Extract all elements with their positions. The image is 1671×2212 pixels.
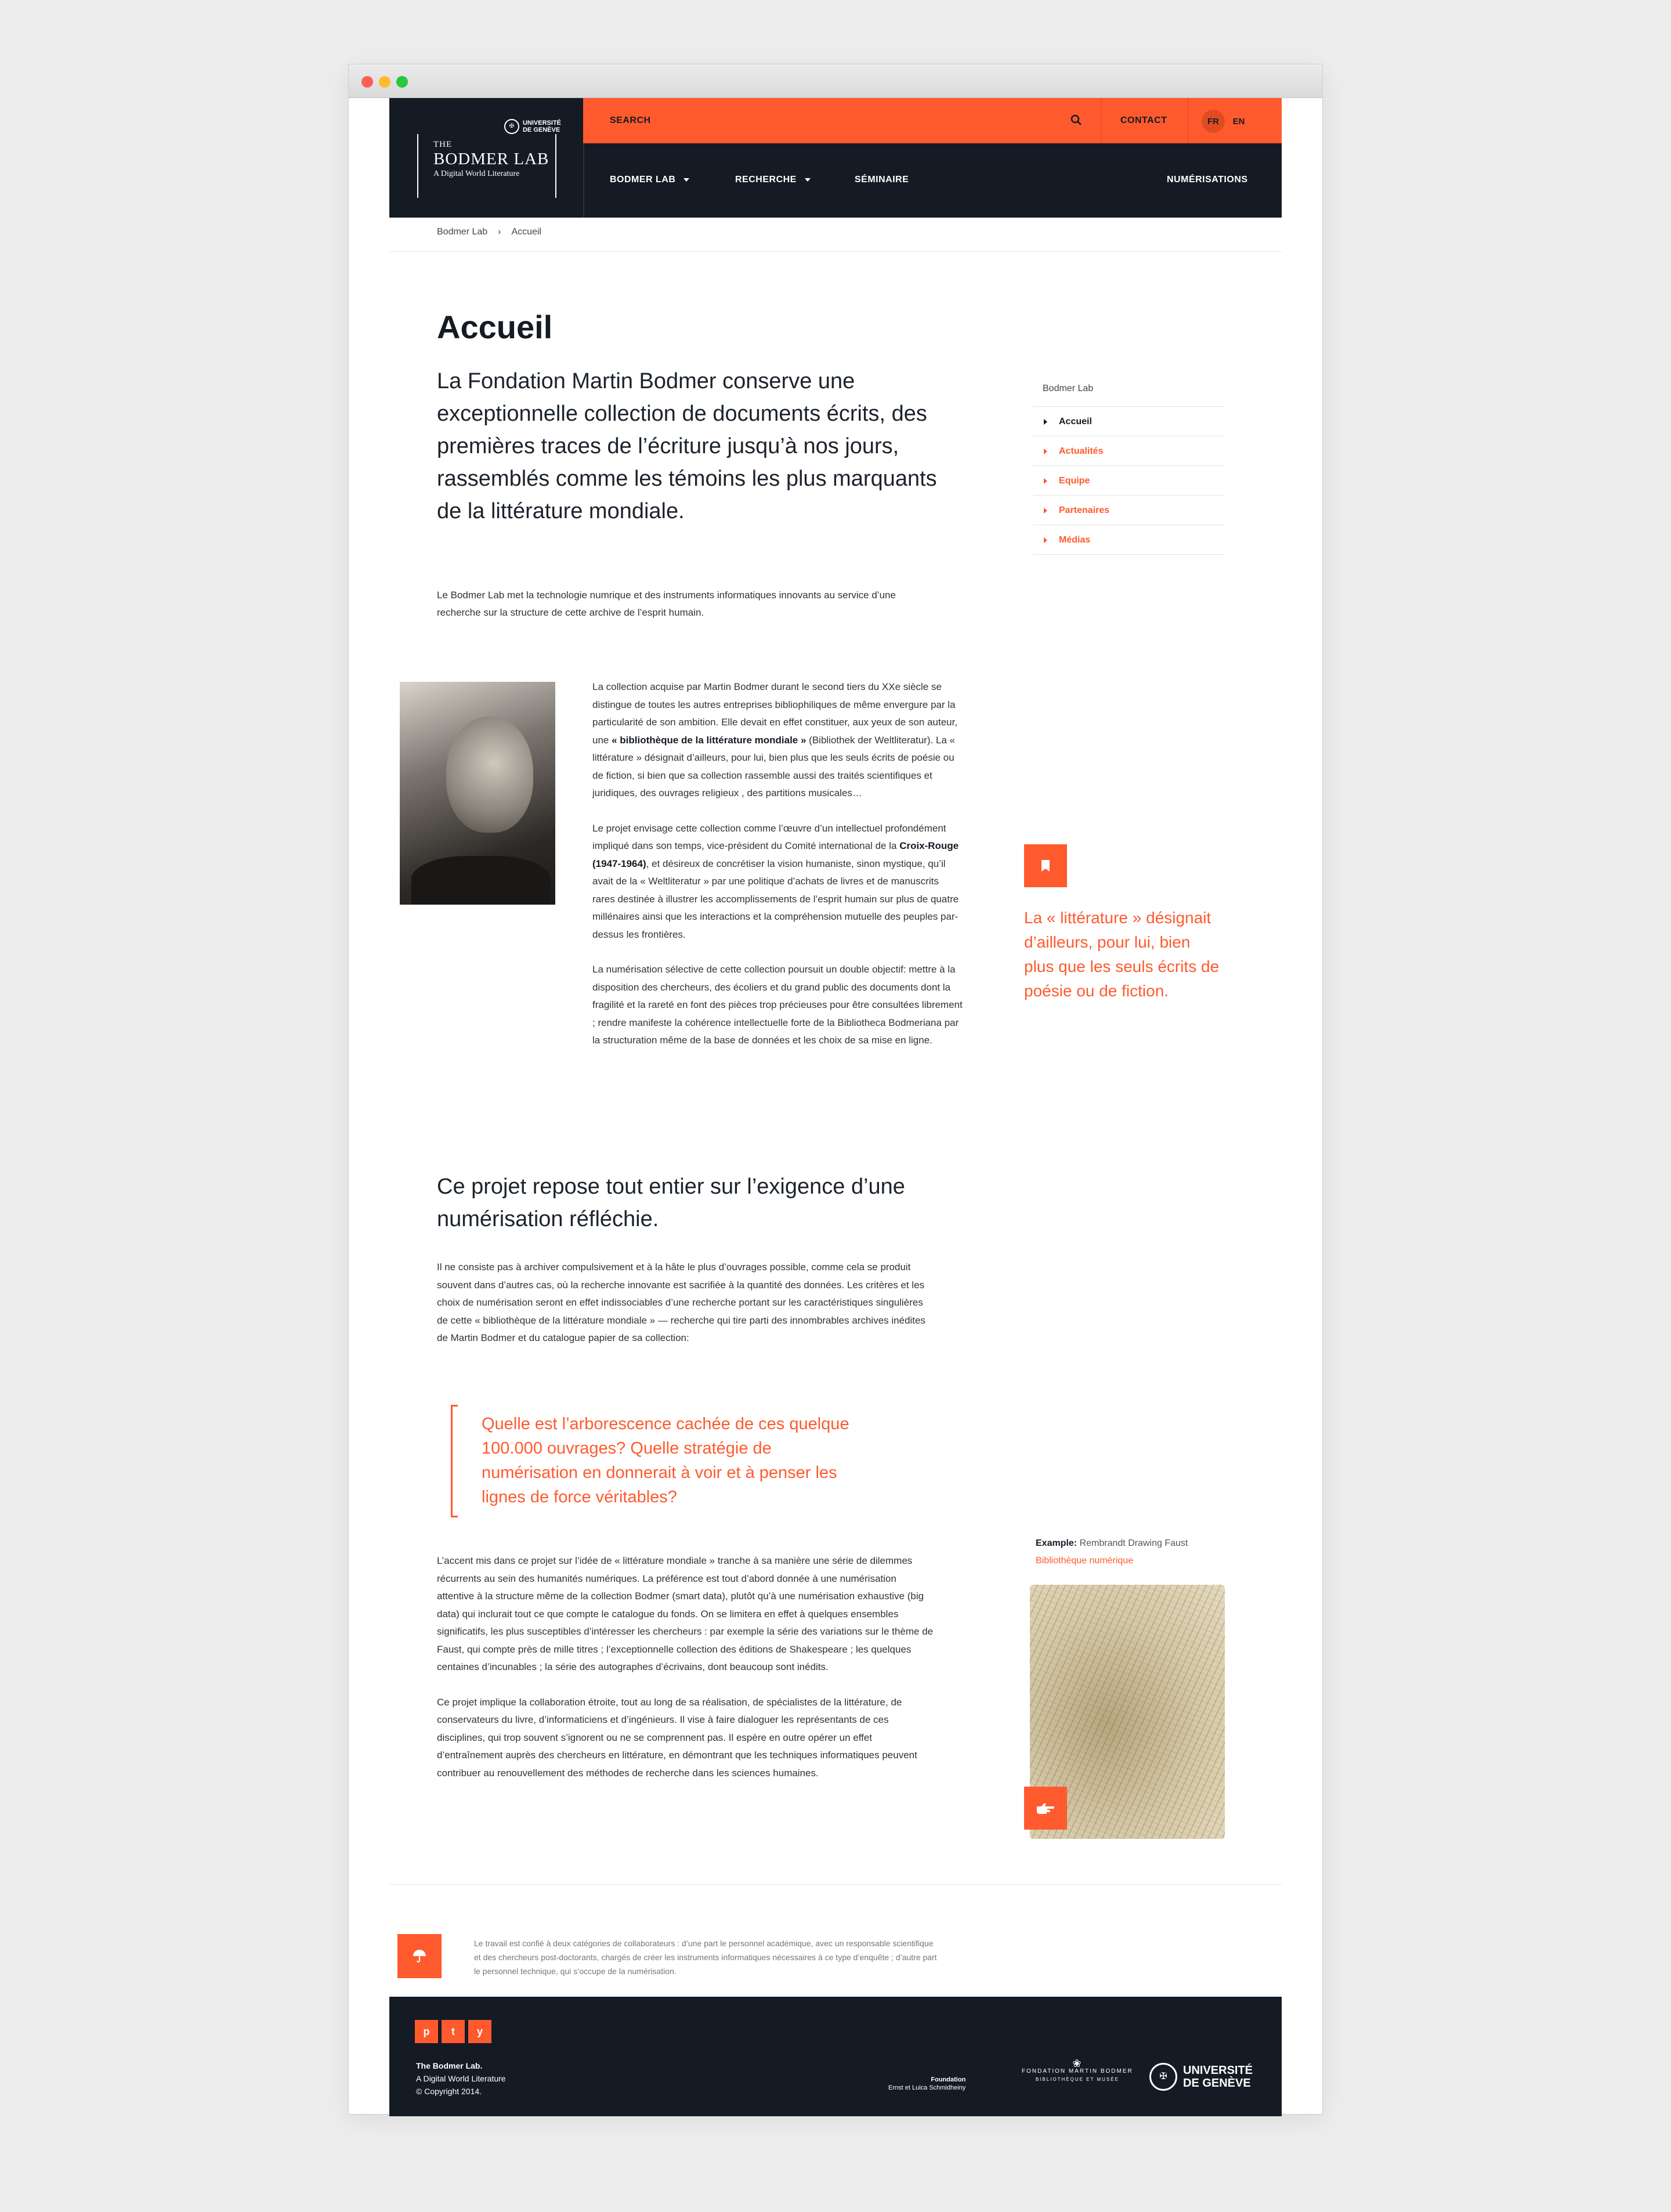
twitter-icon[interactable]: y — [468, 2020, 491, 2043]
minimize-window-button[interactable] — [379, 76, 390, 88]
body-paragraph-2 — [592, 820, 964, 944]
body-p2-text: Le projet envisage cette collection comme l’œuvre d’un intellectuel profondément impliqué dans son temps, vice-président du Comité international de la — [592, 822, 946, 851]
close-window-button[interactable] — [361, 76, 373, 88]
brand-name: BODMER LAB — [433, 150, 549, 168]
closing-paragraph-1: L’accent mis dans ce projet sur l’idée de « littérature mondiale » tranche à sa manière une série de dilemmes récurrents au sein des humanités numériques. La préférence est tout d’abord donnée à une numérisation attentive à la structure même de la collection Bodmer (smart data), plutôt qu’à une numérisation exhaustive (big data) qui inclurait tout ce que compte le catalogue du fonds. On se limitera en effet à quelques ensembles significatifs, les plus susceptibles d’intéresser les chercheurs : par exemple la série des variations sur le thème de Faust, qui compte près de mille titres ; l’exceptionnelle collection des éditions de Shakespeare ; les quelques centaines d’incunables ; la série des autographes d’écrivains, dont beaucoup sont inédits. — [437, 1555, 934, 1672]
sidebar-title: Bodmer Lab — [1033, 379, 1225, 407]
footer-subtitle: A Digital World Literature — [416, 2074, 506, 2083]
breadcrumb-home[interactable]: Bodmer Lab — [437, 227, 488, 237]
browser-window — [348, 64, 1323, 2115]
search-icon[interactable] — [1069, 113, 1083, 127]
body-p2-emphasis: Croix-Rouge (1947-1964) — [592, 840, 959, 869]
footer-credits — [416, 2059, 506, 2098]
partner-bodmer-line2: BIBLIOTHÈQUE ET MUSÉE — [1035, 2077, 1119, 2082]
martin-bodmer-portrait — [400, 682, 555, 905]
umbrella-icon[interactable] — [397, 1934, 442, 1978]
partner-bodmer-logo[interactable] — [1022, 2059, 1133, 2084]
bookmark-glyph — [1040, 859, 1051, 873]
sidebar-item-equipe[interactable]: Equipe — [1033, 466, 1225, 496]
sidebar-nav — [1033, 379, 1225, 555]
lang-fr-button[interactable]: FR — [1202, 110, 1225, 133]
brand-subtitle: A Digital World Literature — [433, 169, 520, 178]
pointing-hand-icon[interactable] — [1024, 1787, 1067, 1830]
blockquote — [451, 1405, 857, 1517]
page-title: Accueil — [437, 309, 553, 345]
body-p2-text-end: , et désireux de concrétiser la vision humaniste, sinon mystique, qu’il avait de la « Weltliteratur » par une politique d’achats de livres et de manuscrits rares destinée à illustrer les accomplissements de l’esprit humain sur plus de quatre millénaires ainsi que les interactions et la compréhension mutuelle des peuples par- dessus les frontières. — [592, 858, 959, 940]
footer-copyright: © Copyright 2014. — [416, 2087, 482, 2096]
search-input[interactable]: SEARCH — [610, 115, 651, 125]
bodmer-emblem-icon: ❀ — [1072, 2058, 1083, 2069]
partner-bodmer-line1: FONDATION MARTIN BODMER — [1022, 2068, 1133, 2074]
divider — [389, 1884, 1282, 1885]
logo-area[interactable] — [389, 98, 583, 218]
chevron-down-icon — [683, 178, 689, 182]
maximize-window-button[interactable] — [396, 76, 408, 88]
nav-bodmer-lab-label: BODMER LAB — [610, 175, 676, 185]
nav-bodmer-lab[interactable] — [610, 175, 689, 185]
partner-unige-logo[interactable] — [1149, 2063, 1253, 2091]
lead-paragraph: La Fondation Martin Bodmer conserve une exceptionnelle collection de documents écrits, des premières traces de l’écriture jusqu’à nos jours, rassemblés comme les témoins les plus marquants de la littérature mondiale. — [437, 369, 937, 523]
social-links — [415, 2020, 491, 2043]
brand-logo[interactable] — [417, 134, 556, 198]
umbrella-glyph — [412, 1949, 427, 1964]
contact-link[interactable]: CONTACT — [1120, 115, 1167, 125]
section-paragraph: Il ne consiste pas à archiver compulsivement et à la hâte le plus d’ouvrages possible, comme cela se produit souvent dans d’autres cas, où la recherche innovante est sacrifiée à la quantité des données. Les critères et les choix de numérisation seront en effet indissociables d’une recherche portant sur les caractéristiques singulières de cette « bibliothèque de la littérature mondiale » — recherche qui tire parti des innombrables archives inédites de Martin Bodmer et du catalogue papier de sa collection: — [437, 1262, 925, 1343]
nav-seminaire[interactable]: SÉMINAIRE — [855, 175, 909, 185]
breadcrumb — [437, 227, 541, 237]
nav-numerisations[interactable]: NUMÉRISATIONS — [1167, 175, 1248, 185]
sidebar-item-partenaires[interactable]: Partenaires — [1033, 496, 1225, 525]
sidebar-item-actualites[interactable]: Actualités — [1033, 436, 1225, 466]
top-bar — [583, 98, 1282, 143]
body-p1-emphasis: « bibliothèque de la littérature mondiale » — [612, 734, 806, 746]
sidebar-item-medias[interactable]: Médias — [1033, 525, 1225, 555]
site-footer — [389, 1997, 1282, 2116]
partner-unige-line1: UNIVERSITÉ — [1183, 2064, 1253, 2077]
footnote-text: Le travail est confié à deux catégories de collaborateurs : d’une part le personnel académique, avec un responsable scientifique et des chercheurs post-doctorants, chargés de créer les instruments informatiques nécessaires à ce type d’enquête ; d’autre part le personnel technique, qui s’occupe de la numérisation. — [474, 1939, 937, 1976]
sidebar-item-accueil[interactable]: Accueil — [1033, 407, 1225, 436]
nav-recherche-label: RECHERCHE — [735, 175, 797, 185]
partner-schmidheiny-logo[interactable] — [888, 2076, 965, 2092]
pinterest-icon[interactable]: p — [415, 2020, 438, 2043]
section-heading: Ce projet repose tout entier sur l’exigence d’une numérisation réfléchie. — [437, 1174, 905, 1231]
unige-mini-logo — [504, 119, 561, 134]
blockquote-text: Quelle est l’arborescence cachée de ces quelque 100.000 ouvrages? Quelle stratégie de numérisation en donnerait à voir et à penser les lignes de force véritables? — [482, 1415, 849, 1506]
closing-paragraph-2: Ce projet implique la collaboration étroite, tout au long de sa réalisation, de spécialistes de la littérature, de conservateurs du livre, d’informaticiens et d’ingénieurs. Il vise à faire dialoguer les représentants de ces disciplines, qui trop souvent s’ignorent ou ne se comprennent pas. Il espère en outre opérer un effet d’entraînement auprès des chercheurs en littérature, en démontrant que les techniques informatiques peuvent contribuer au renouvellement des méthodes de recherche dans les sciences humaines. — [437, 1696, 917, 1779]
portrait-face — [446, 717, 533, 833]
body-paragraph-3: La numérisation sélective de cette collection poursuit un double objectif: mettre à la disposition des chercheurs, des écoliers et du grand public des documents dont la fragilité et la rareté en font des pièces trop précieuses pour être consultées librement ; rendre manifeste la cohérence intellectuelle forte de la Bibliotheca Bodmeriana par la structuration même de la base de données et les choix de sa mise en ligne. — [592, 964, 963, 1046]
tumblr-icon[interactable]: t — [442, 2020, 465, 2043]
body-paragraph-1 — [592, 678, 964, 803]
pointing-hand-glyph — [1036, 1802, 1055, 1815]
browser-chrome — [349, 64, 1322, 98]
example-title — [1036, 1535, 1221, 1552]
brand-the: THE — [433, 140, 453, 149]
body-p1-text-end: (Bibliothek der Weltliteratur). La « littérature » désignait d’ailleurs, pour lui, bien plus que les seuls écrits de poésie ou de fiction, si bien que sa collection rassemble aussi des traités scientifiques et juridiques, des ouvrages religieux , des partitions musicales… — [592, 734, 956, 798]
body-p1-text: La collection acquise par Martin Bodmer durant le second tiers du XXe siècle se distingue de toutes les autres entreprises bibliophiliques de même envergure par la particularité de son ambition. Elle devait en effet constituer, aux yeux de son auteur, une — [592, 681, 958, 746]
lang-en-button[interactable]: EN — [1232, 116, 1245, 126]
footer-title: The Bodmer Lab. — [416, 2061, 483, 2070]
unige-seal-icon: ✠ — [1149, 2063, 1177, 2091]
body-text — [592, 678, 964, 1067]
bookmark-icon[interactable] — [1024, 844, 1067, 887]
closing-text — [437, 1552, 936, 1799]
portrait-suit — [411, 856, 551, 905]
main-nav — [583, 143, 1282, 218]
partner-unige-line2: DE GENÈVE — [1183, 2077, 1251, 2090]
partner-schmidheiny-line1: Foundation — [931, 2076, 966, 2083]
pull-quote: La « littérature » désignait d’ailleurs, pour lui, bien plus que les seuls écrits de poésie ou de fiction. — [1024, 909, 1220, 1000]
website — [389, 98, 1282, 2096]
breadcrumb-separator: › — [498, 227, 501, 237]
partner-schmidheiny-line2: Ernst et Luica Schmidheiny — [888, 2084, 966, 2091]
intro-paragraph: Le Bodmer Lab met la technologie numrique et des instruments informatiques innovants au service d’une recherche sur la structure de cette archive de l’esprit humain. — [437, 590, 896, 618]
nav-recherche[interactable] — [735, 175, 811, 185]
example-link[interactable]: Bibliothèque numérique — [1036, 1556, 1134, 1566]
example-caption — [1036, 1535, 1221, 1570]
chevron-down-icon — [805, 178, 811, 182]
breadcrumb-current: Accueil — [511, 227, 542, 237]
unige-seal-icon: ✠ — [504, 119, 519, 134]
unige-mini-line1: UNIVERSITÉ — [522, 120, 561, 126]
divider — [389, 251, 1282, 252]
unige-mini-line2: DE GENÈVE — [522, 126, 560, 133]
example-title-text: Rembrandt Drawing Faust — [1079, 1538, 1188, 1548]
site-header — [389, 98, 1282, 218]
example-label: Example: — [1036, 1538, 1077, 1548]
